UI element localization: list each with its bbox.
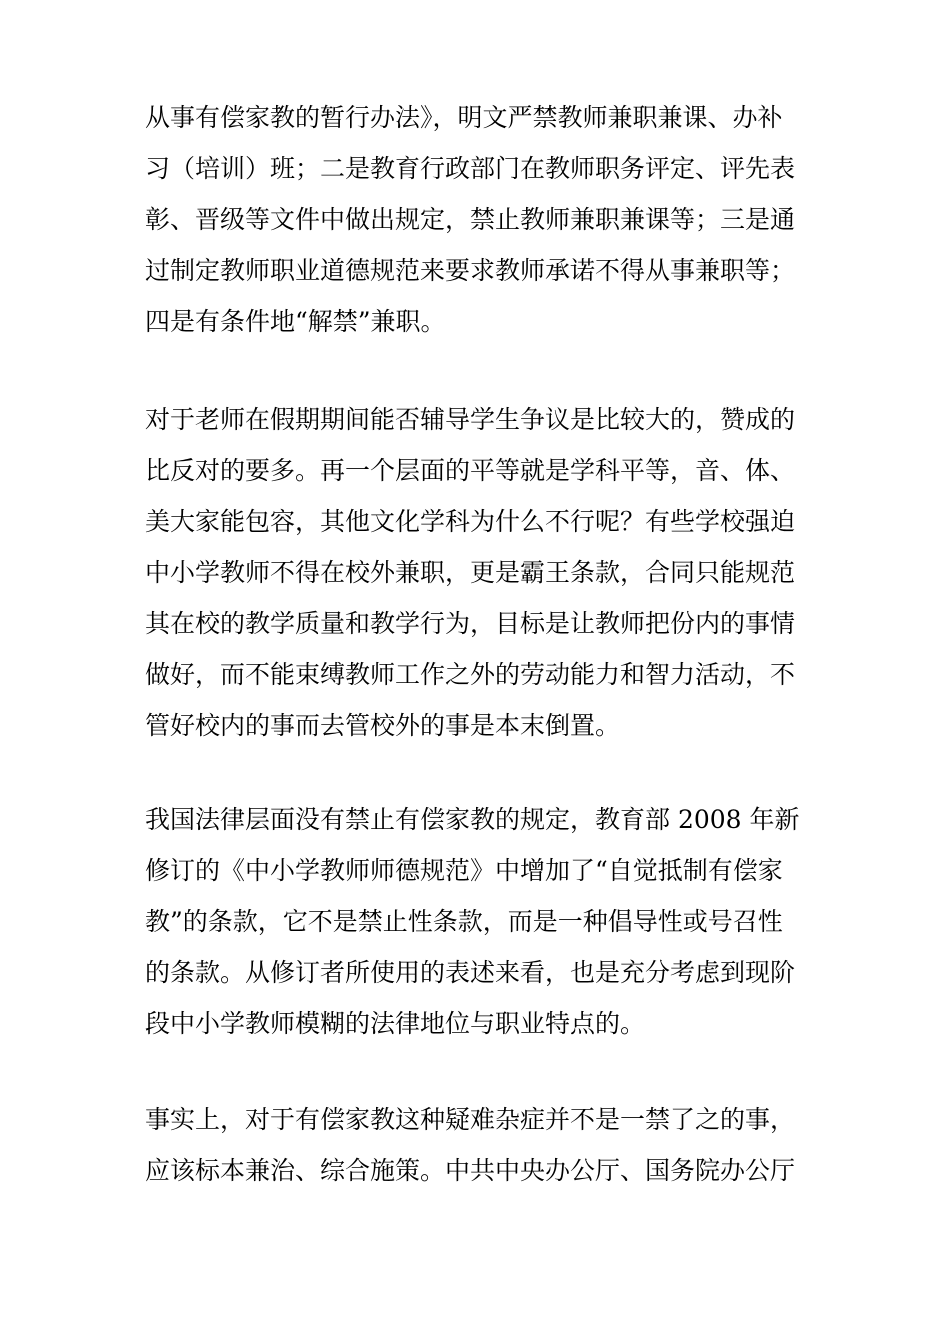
text-line: 教”的条款，它不是禁止性条款，而是一种倡导性或号召性 [145, 907, 783, 936]
paragraph-4 [145, 1094, 810, 1196]
text-line: 从事有偿家教的暂行办法》，明文严禁教师兼职兼课、办补 [145, 103, 783, 132]
text-line: 事实上，对于有偿家教这种疑难杂症并不是一禁了之的事， [145, 1105, 796, 1134]
text-line: 四是有条件地“解禁”兼职。 [145, 307, 446, 336]
text-line: 彰、晋级等文件中做出规定，禁止教师兼职兼课等；三是通 [145, 205, 796, 234]
text-line: 段中小学教师模糊的法律地位与职业特点的。 [145, 1009, 646, 1038]
text-line: 中小学教师不得在校外兼职，更是霸王条款，合同只能规范 [145, 558, 796, 587]
text-line: 修订的《中小学教师师德规范》中增加了“自觉抵制有偿家 [145, 856, 783, 885]
text-line: 美大家能包容，其他文化学科为什么不行呢？有些学校强迫 [145, 507, 796, 536]
text-line: 习（培训）班；二是教育行政部门在教师职务评定、评先表 [145, 154, 796, 183]
paragraph-2 [145, 394, 810, 751]
paragraph-1 [145, 92, 810, 347]
text-line: 管好校内的事而去管校外的事是本末倒置。 [145, 711, 621, 740]
text-line: 应该标本兼治、综合施策。中共中央办公厅、国务院办公厅 [145, 1156, 796, 1185]
paragraph-3 [145, 794, 810, 1049]
text-line: 对于老师在假期期间能否辅导学生争议是比较大的，赞成的 [145, 405, 796, 434]
text-line: 我国法律层面没有禁止有偿家教的规定，教育部 2008 年新 [145, 805, 800, 834]
text-line: 其在校的教学质量和教学行为，目标是让教师把份内的事情 [145, 609, 796, 638]
text-line: 的条款。从修订者所使用的表述来看，也是充分考虑到现阶 [145, 958, 796, 987]
text-line: 比反对的要多。再一个层面的平等就是学科平等，音、体、 [145, 456, 796, 485]
text-line: 做好，而不能束缚教师工作之外的劳动能力和智力活动，不 [145, 660, 796, 689]
text-line: 过制定教师职业道德规范来要求教师承诺不得从事兼职等； [145, 256, 796, 285]
